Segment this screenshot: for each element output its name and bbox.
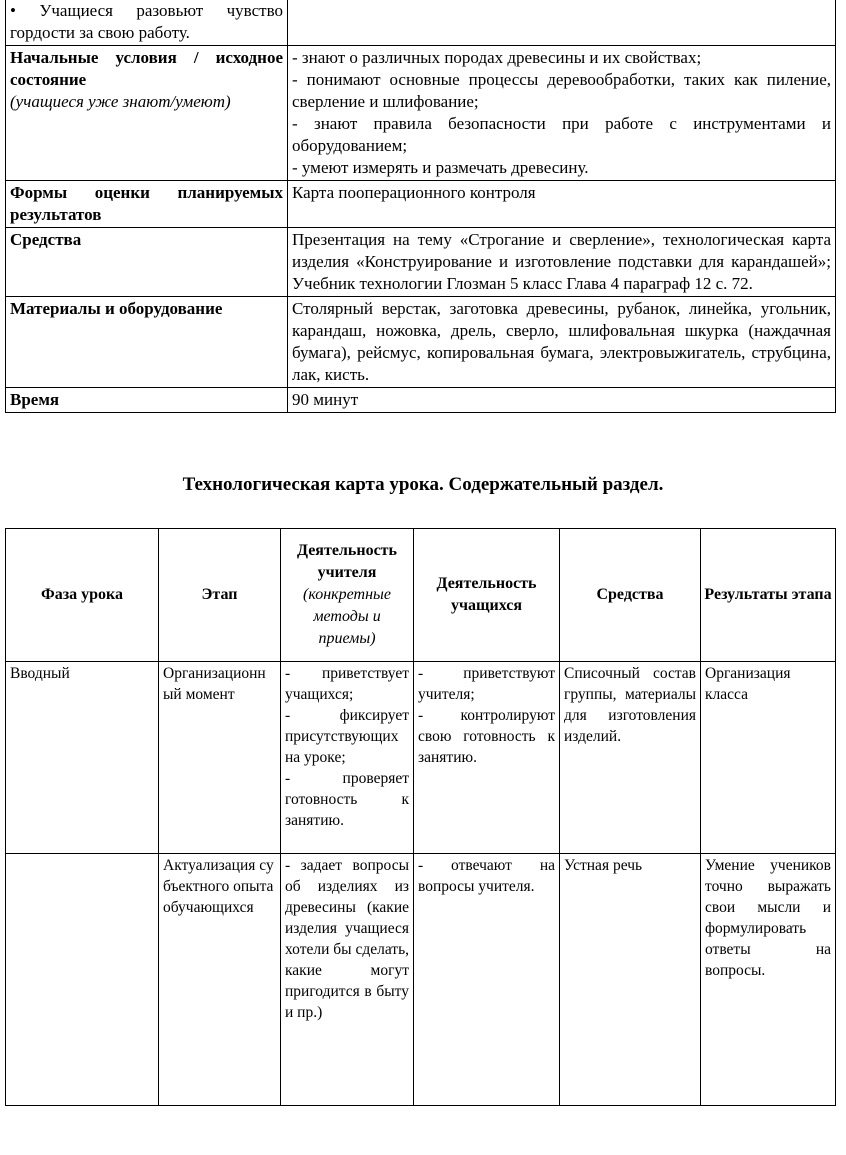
info-text: 90 минут [292,390,359,409]
info-text: - понимают основные процессы деревообработки, таких как пиление, сверление и шлифование; [292,70,831,111]
cell-result: Умение учеников точно выражать свои мысли и формулировать ответы на вопросы. [701,854,836,1106]
cell-teacher [281,662,414,854]
cell-students [414,854,560,1106]
info-row [6,297,836,388]
cell-stage: Организационный момент [159,662,281,854]
info-content-cell [288,228,836,297]
cell-means: Списочный состав группы, материалы для изготовления изделий. [560,662,701,854]
info-label-cell [6,388,288,413]
info-label-cell [6,297,288,388]
info-label-cell [6,181,288,228]
table-row [6,854,836,1106]
info-text: - умеют измерять и размечать древесину. [292,158,589,177]
header-row [6,529,836,662]
header-teacher: Деятельность учителя (конкретные методы и приемы) [281,529,414,662]
student-item: - контролируют свою готовность к занятию. [418,707,555,766]
info-row [6,181,836,228]
header-means: Средства [560,529,701,662]
header-teacher-note: (конкретные методы и приемы) [303,586,391,647]
info-label-cell [6,46,288,181]
info-text: Столярный верстак, заготовка древесины, рубанок, линейка, угольник, карандаш, ножовка, дрель, сверло, шлифовальная шкурка (наждачная бумага), рейсмус, копировальная бумага, электровыжигатель, струбцина, лак, кисть. [292,299,831,384]
cell-teacher [281,854,414,1106]
table-row [6,662,836,854]
info-row [6,388,836,413]
section-heading: Технологическая карта урока. Содержательный раздел. [182,474,664,495]
info-content-cell [288,297,836,388]
info-content-cell [288,181,836,228]
student-item: - приветствуют учителя; [418,665,555,703]
cell-stage: Актуализация субъектного опыта обучающихся [159,854,281,1106]
header-phase: Фаза урока [6,529,159,662]
info-text: Презентация на тему «Строгание и сверление», технологическая карта изделия «Конструирование и изготовление подставки для карандашей»; Учебник технологии Глозман 5 класс Глава 4 параграф 12 с. 72. [292,230,831,293]
cell-means: Устная речь [560,854,701,1106]
teacher-item: - проверяет готовность к занятию. [285,770,409,829]
info-label-note: (учащиеся уже знают/умеют) [10,92,231,111]
info-row [6,46,836,181]
cell-phase: Вводный [6,662,159,854]
info-cell-empty [288,0,836,46]
info-content-cell [288,46,836,181]
teacher-item: - приветствует учащихся; [285,665,409,703]
header-stage: Этап [159,529,281,662]
info-text: - знают о различных породах древесины и их свойствах; [292,48,702,67]
info-table [5,0,836,413]
info-label: Формы оценки планируемых результатов [10,183,283,224]
info-text: • Учащиеся разовьют чувство гордости за свою работу. [10,1,283,42]
info-cell [6,0,288,46]
info-text: Карта пооперационного контроля [292,183,536,202]
info-label-cell [6,228,288,297]
info-row [6,228,836,297]
info-label: Время [10,390,60,409]
student-item: - отвечают на вопросы учителя. [418,857,555,895]
info-text: - знают правила безопасности при работе с инструментами и оборудованием; [292,114,831,155]
cell-students [414,662,560,854]
lesson-table [5,528,836,1106]
info-label: Средства [10,230,82,249]
header-result: Результаты этапа [701,529,836,662]
cell-phase [6,854,159,1106]
info-row [6,0,836,46]
teacher-item: - задает вопросы об изделиях из древесины (какие изделия учащиеся хотели бы сделать, какие могут пригодится в быту и пр.) [285,857,410,1021]
teacher-item: - фиксирует присутствующих на уроке; [285,707,409,766]
header-students: Деятельность учащихся [414,529,560,662]
info-content-cell [288,388,836,413]
info-label: Начальные условия / исходное состояние [10,48,283,89]
cell-result: Организация класса [701,662,836,854]
info-label: Материалы и оборудование [10,299,223,318]
